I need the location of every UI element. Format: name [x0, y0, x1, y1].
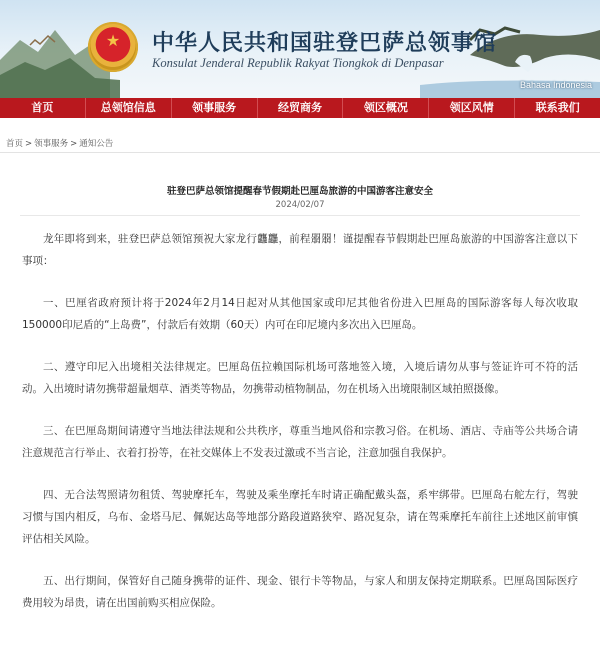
- breadcrumb-notices[interactable]: 通知公告: [79, 139, 114, 149]
- nav-item-consular-services[interactable]: 领事服务: [172, 98, 258, 118]
- header-banner: [0, 0, 600, 98]
- nav-item-economy-trade[interactable]: 经贸商务: [258, 98, 344, 118]
- divider: [0, 152, 600, 153]
- site-title: 中华人民共和国驻登巴萨总领事馆: [152, 30, 498, 56]
- language-link[interactable]: Bahasa Indonesia: [519, 80, 592, 90]
- article-title: 驻登巴萨总领馆提醒春节假期赴巴厘岛旅游的中国游客注意安全: [166, 186, 433, 197]
- breadcrumb-home[interactable]: 首页: [6, 139, 24, 149]
- nav-item-region-overview[interactable]: 领区概况: [343, 98, 429, 118]
- nav-item-consulate-info[interactable]: 总领馆信息: [86, 98, 172, 118]
- main-nav: [0, 98, 600, 118]
- article-paragraph: 四、无合法驾照请勿租赁、驾驶摩托车，驾驶及乘坐摩托车时请正确配戴头盔，系牢绑带。巴厘岛右舵左行，驾驶习惯与国内相反，乌布、金塔马尼、佩妮达岛等地部分路段道路狭窄、路况复杂，请在驾乘摩托车前往上述地区前审慎评估相关风险。: [22, 489, 578, 545]
- nav-item-home[interactable]: 首页: [0, 98, 86, 118]
- nav-item-contact-us[interactable]: 联系我们: [535, 101, 580, 114]
- site-subtitle: Konsulat Jenderal Republik Rakyat Tiongkok di Denpasar: [152, 56, 444, 70]
- article-paragraph: 三、在巴厘岛期间请遵守当地法律法规和公共秩序，尊重当地风俗和宗教习俗。在机场、酒店、寺庙等公共场合请注意规范言行举止、衣着打扮等，在社交媒体上不发表过激或不当言论，注意加强自我保护。: [22, 425, 578, 459]
- article-paragraph: 一、巴厘省政府预计将于2024年2月14日起对从其他国家或印尼其他省份进入巴厘岛的国际游客每人每次收取150000印尼盾的“上岛费”，付款后有效期（60天）内可在印尼境内多次出入巴厘岛。: [22, 297, 578, 331]
- article-paragraph: 五、出行期间，保管好自己随身携带的证件、现金、银行卡等物品，与家人和朋友保持定期联系。巴厘岛国际医疗费用较为昂贵，请在出国前购买相应保险。: [22, 575, 578, 609]
- breadcrumb-consular-services[interactable]: 领事服务: [34, 139, 69, 149]
- national-emblem-icon: ★: [88, 22, 138, 72]
- article-date: 2024/02/07: [275, 200, 325, 210]
- divider: [20, 215, 580, 216]
- breadcrumb: [6, 137, 113, 149]
- article-paragraph: 龙年即将到来，驻登巴萨总领馆预祝大家龙行龘龘，前程朤朤！谨提醒春节假期赴巴厘岛旅游的中国游客注意以下事项：: [22, 233, 578, 267]
- breadcrumb-separator: >: [25, 139, 33, 149]
- nav-item-region-culture[interactable]: 领区风情: [429, 98, 515, 118]
- breadcrumb-separator: >: [70, 139, 78, 149]
- article-paragraph: 二、遵守印尼入出境相关法律规定。巴厘岛伍拉赖国际机场可落地签入境，入境后请勿从事与签证许可不符的活动。入出境时请勿携带超量烟草、酒类等物品，勿携带动植物制品，勿在机场入出境限制区域拍照摄像。: [22, 361, 578, 395]
- article-body: [22, 228, 578, 634]
